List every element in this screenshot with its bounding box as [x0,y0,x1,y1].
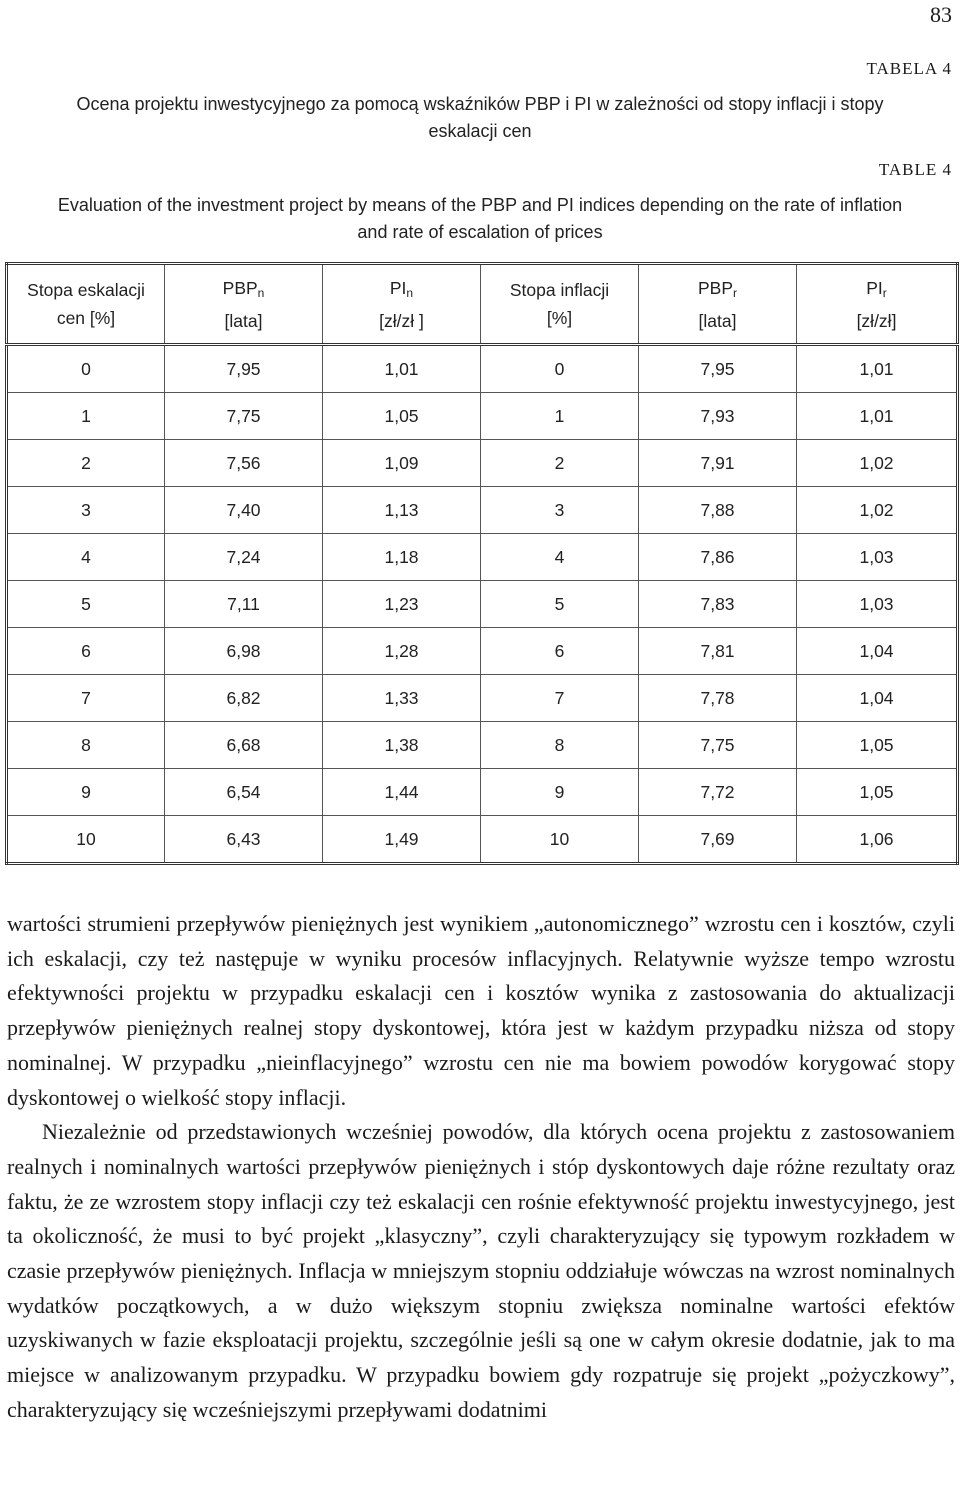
table-cell: 1,03 [797,534,958,581]
header-pbp-real: $PBP_r$ [lata] [639,264,797,345]
table-cell: 7,81 [639,628,797,675]
table-cell: 7,93 [639,393,797,440]
table-cell: 7,88 [639,487,797,534]
header-pi-real: $PI_r$ [zł/zł] [797,264,958,345]
table-cell: 1 [481,393,639,440]
caption-polish-line1: Ocena projektu inwestycyjnego za pomocą wskaźników PBP i PI w zależności od stopy inflacji i stopy [76,94,884,114]
table-cell: 4 [481,534,639,581]
table-cell: 7,86 [639,534,797,581]
table-cell: 1 [7,393,165,440]
table-cell: 6,68 [165,722,323,769]
table-cell: 1,49 [323,816,481,864]
table-cell: 5 [7,581,165,628]
table-cell: 1,44 [323,769,481,816]
table-cell: 8 [481,722,639,769]
table-cell: 6 [7,628,165,675]
paragraph-1: wartości strumieni przepływów pieniężnych jest wynikiem „autonomicznego” wzrostu cen i kosztów, czyli ich eskalacji, czy też następuje w wyniku procesów inflacyjnych. Relatywnie wyższe tempo wzrostu efektywności projektu w przypadku eskalacji cen i kosztów wynika z zastosowania do aktualizacji przepływów pieniężnych realnej stopy dyskontowej, która jest w każdym przypadku niższa od stopy nominalnej. W przypadku „nieinflacyjnego” wzrostu cen nie ma bowiem powodów korygować stopy dyskontowej o wielkość stopy inflacji. [7,911,955,1110]
data-table [5,262,959,865]
table-cell: 6 [481,628,639,675]
table-cell: 1,04 [797,675,958,722]
table-cell: 7,95 [165,345,323,393]
table-row [7,628,958,675]
paragraph-2: Niezależnie od przedstawionych wcześniej powodów, dla których ocena projektu z zastosowaniem realnych i nominalnych wartości przepływów pieniężnych i stóp dyskontowych daje różne rezultaty oraz faktu, że ze wzrostem stopy inflacji czy też eskalacji cen rośnie efektywność projektu inwestycyjnego, jest ta okoliczność, że musi to być projekt „klasyczny”, czyli charakteryzujący się typowym rozkładem w czasie przepływów pieniężnych. Inflacja w mniejszym stopniu oddziałuje wówczas na wzrost nominalnych wydatków początkowych, a w dużo większym stopniu zwiększa nominalne wartości efektów uzyskiwanych w fazie eksploatacji projektu, szczególnie jeśli są one w całym okresie dodatnie, jak to ma miejsce w analizowanym przypadku. W przypadku bowiem gdy rozpatruje się projekt „pożyczkowy”, charakteryzujący się wcześniejszymi przepływami dodatnimi [7,1119,955,1422]
header-escalation-rate: Stopa eskalacji cen [%] [7,264,165,345]
table-cell: 0 [481,345,639,393]
table-cell: 1,23 [323,581,481,628]
table-cell: 7,40 [165,487,323,534]
table-cell: 1,38 [323,722,481,769]
table-cell: 8 [7,722,165,769]
table-cell: 9 [7,769,165,816]
table-row [7,675,958,722]
caption-english-line1: Evaluation of the investment project by means of the PBP and PI indices depending on the rate of inflation [57,195,903,215]
table-cell: 7,83 [639,581,797,628]
table-cell: 5 [481,581,639,628]
caption-english [0,192,960,246]
table-cell: 1,02 [797,440,958,487]
table-cell: 7 [7,675,165,722]
table-cell: 3 [481,487,639,534]
table-cell: 7,24 [165,534,323,581]
table-row [7,440,958,487]
table-cell: 0 [7,345,165,393]
table-cell: 1,05 [323,393,481,440]
table-cell: 7,72 [639,769,797,816]
caption-english-line2: and rate of escalation of prices [357,222,603,242]
caption-polish [0,91,960,145]
table-body [7,345,958,864]
table-row [7,393,958,440]
caption-polish-line2: eskalacji cen [428,121,532,141]
table-cell: 7,78 [639,675,797,722]
table-cell: 9 [481,769,639,816]
table-cell: 1,13 [323,487,481,534]
table-row [7,487,958,534]
table-cell: 1,05 [797,769,958,816]
table-cell: 1,18 [323,534,481,581]
table-cell: 6,82 [165,675,323,722]
body-text [7,907,955,1428]
table-cell: 1,09 [323,440,481,487]
table-cell: 7,11 [165,581,323,628]
table-label-polish: TABELA 4 [866,59,952,78]
table-cell: 1,06 [797,816,958,864]
header-pbp-nominal: $PBP_n$ [lata] [165,264,323,345]
table-cell: 7 [481,675,639,722]
table-cell: 1,04 [797,628,958,675]
table-cell: 7,56 [165,440,323,487]
table-cell: 3 [7,487,165,534]
table-cell: 1,02 [797,487,958,534]
table-cell: 6,54 [165,769,323,816]
table-cell: 1,01 [797,393,958,440]
table-row [7,534,958,581]
table-cell: 6,98 [165,628,323,675]
table-cell: 1,33 [323,675,481,722]
table-cell: 1,28 [323,628,481,675]
table-row [7,769,958,816]
table-cell: 1,01 [323,345,481,393]
table-cell: 6,43 [165,816,323,864]
table-cell: 2 [7,440,165,487]
page-number: 83 [930,2,952,27]
table-cell: 1,01 [797,345,958,393]
table-header-row [7,264,958,345]
table-cell: 4 [7,534,165,581]
header-inflation-rate: Stopa inflacji [%] [481,264,639,345]
table-label-english: TABLE 4 [878,160,952,179]
table-row [7,345,958,393]
table-row [7,816,958,864]
header-pi-nominal: $PI_n$ [zł/zł ] [323,264,481,345]
table-cell: 2 [481,440,639,487]
table-cell: 7,75 [165,393,323,440]
table-cell: 7,95 [639,345,797,393]
table-cell: 1,05 [797,722,958,769]
table-cell: 1,03 [797,581,958,628]
table-row [7,722,958,769]
table-cell: 10 [7,816,165,864]
table-cell: 7,75 [639,722,797,769]
table-cell: 10 [481,816,639,864]
table-cell: 7,69 [639,816,797,864]
table-cell: 7,91 [639,440,797,487]
table-row [7,581,958,628]
